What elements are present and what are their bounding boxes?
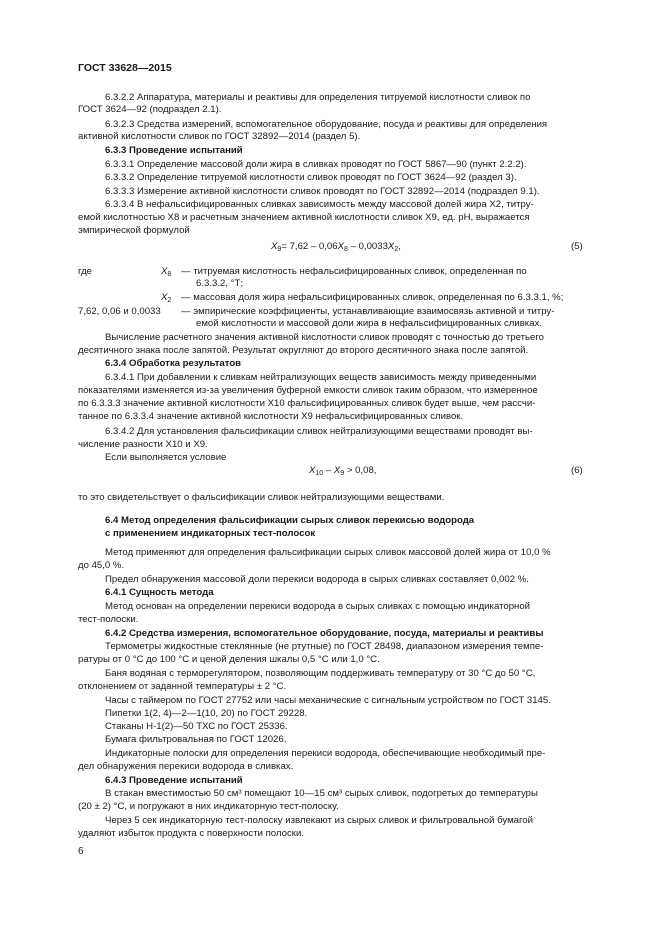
paragraph-line: Термометры жидкостные стеклянные (не ртутные) по ГОСТ 28498, диапазоном измерения темпе- xyxy=(105,641,544,652)
paragraph-line: 6.3.4.1 При добавлении к сливкам нейтрализующих веществ зависимость между приведенными xyxy=(105,372,537,383)
paragraph-line: Вычисление расчетного значения активной кислотности сливок проводят с точностью до третьего xyxy=(105,332,545,343)
paragraph-line: Предел обнаружения массовой доли перекиси водорода в сырых сливках составляет 0,002 %. xyxy=(105,574,529,585)
paragraph-line: числение разности X10 и X9. xyxy=(78,439,208,450)
paragraph-line: емой кислотностью X8 и расчетным значением активной кислотности сливок X9, ед. pH, выражается xyxy=(78,212,530,223)
section-heading: 6.3.3 Проведение испытаний xyxy=(105,145,243,156)
paragraph-line: ратуры от 0 °С до 100 °С и ценой деления шкалы 0,5 °С или 1,0 °С. xyxy=(78,654,380,665)
formula-5-number: (5) xyxy=(571,241,583,252)
paragraph-line: дел обнаружения перекиси водорода в сливках. xyxy=(78,761,294,772)
paragraph-line: Пипетки 1(2, 4)—2—1(10, 20) по ГОСТ 29228. xyxy=(105,708,308,719)
formula-text: > 0,08, xyxy=(344,465,377,476)
formula-sub: 9 xyxy=(340,470,345,477)
definition-line: — эмпирические коэффициенты, устанавливающие взаимосвязь активной и титру- xyxy=(181,306,555,317)
definition-line: — титруемая кислотность нефальсифицированных сливок, определенная по xyxy=(181,266,527,277)
paragraph-line: Бумага фильтровальная по ГОСТ 12026. xyxy=(105,734,287,745)
paragraph-line: активной кислотности сливок по ГОСТ 32892—2014 (раздел 5). xyxy=(78,131,361,142)
paragraph-line: танное по 6.3.3.4 значение активной кислотности X9 нефальсифицированных сливок. xyxy=(78,411,464,422)
paragraph-line: показателями изменяется из-за увеличения буферной емкости сливок таким образом, что измеренное xyxy=(78,385,538,396)
formula-6 xyxy=(309,465,376,477)
formula-var: X xyxy=(271,241,278,252)
paragraph-line: Метод основан на определении перекиси водорода в сырых сливках с помощью индикаторной xyxy=(105,601,531,612)
paragraph-line: Стаканы Н-1(2)—50 ТХС по ГОСТ 25336. xyxy=(105,721,288,732)
formula-text: – 0,0033 xyxy=(347,241,388,252)
section-heading: 6.4.3 Проведение испытаний xyxy=(105,775,243,786)
formula-var: X xyxy=(333,465,341,476)
formula-text: , xyxy=(398,241,401,252)
paragraph-line: эмпирической формулой xyxy=(78,225,190,236)
symbol-x8: $X_8$ xyxy=(161,266,172,278)
paragraph-line: 6.3.3.4 В нефальсифицированных сливках зависимость между массовой долей жира X2, титру- xyxy=(105,199,534,210)
paragraph-line: десятичного знака после запятой. Результат округляют до второго десятичного знака после запятой. xyxy=(78,345,529,356)
paragraph-line: удаляют избыток продукта с поверхности полоски. xyxy=(78,828,304,839)
paragraph-line: 6.3.2.3 Средства измерений, вспомогательное оборудование, посуда и реактивы для определения xyxy=(105,119,548,130)
section-heading: с применением индикаторных тест-полосок xyxy=(105,528,316,539)
formula-sub: 9 xyxy=(277,246,282,253)
paragraph-line: тест-полоски. xyxy=(78,614,139,625)
formula-5 xyxy=(271,241,401,253)
paragraph-line: Если выполняется условие xyxy=(105,452,227,463)
paragraph-line: Часы с таймером по ГОСТ 27752 или часы механические с сигнальным устройством по ГОСТ 3145. xyxy=(105,695,551,706)
paragraph-line: до 45,0 %. xyxy=(78,560,125,571)
paragraph-line: по 6.3.3.3 значение активной кислотности X10 фальсифицированных сливок будет выше, чем рассчи- xyxy=(78,398,536,409)
standard-header: ГОСТ 33628—2015 xyxy=(78,62,172,74)
page-number: 6 xyxy=(78,846,84,857)
formula-var: X xyxy=(309,465,316,476)
paragraph-line: (20 ± 2) °С, и погружают в них индикаторную тест-полоску. xyxy=(78,801,339,812)
formula-var: X xyxy=(387,241,395,252)
section-heading: 6.3.4 Обработка результатов xyxy=(105,358,242,369)
where-label: где xyxy=(78,266,93,277)
paragraph-line: Через 5 сек индикаторную тест-полоску извлекают из сырых сливок и фильтровальной бумагой xyxy=(105,815,534,826)
formula-text: = 7,62 – 0,06 xyxy=(281,241,338,252)
paragraph-line: 6.3.3.1 Определение массовой доли жира в сливках проводят по ГОСТ 5867—90 (пункт 2.2.2). xyxy=(105,159,527,170)
symbol-coefficients: 7,62, 0,06 и 0,0033 xyxy=(78,306,161,317)
definition-line: емой кислотности и массовой доли жира в нефальсифицированных сливках. xyxy=(196,318,543,329)
paragraph-line: Индикаторные полоски для определения перекиси водорода, обеспечивающие необходимый пре- xyxy=(105,748,546,759)
formula-sub: 10 xyxy=(315,470,324,477)
formula-var: X xyxy=(337,241,344,252)
paragraph-line: 6.3.4.2 Для установления фальсификации сливок нейтрализующими веществами проводят вы- xyxy=(105,426,533,437)
section-heading: 6.4 Метод определения фальсификации сырых сливок перекисью водорода xyxy=(105,515,475,526)
paragraph-line: отклонением от заданной температуры ± 2 °С. xyxy=(78,681,287,692)
symbol-x2: $X_2$ xyxy=(161,292,172,304)
section-heading: 6.4.2 Средства измерения, вспомогательное оборудование, посуда, материалы и реактивы xyxy=(105,628,544,639)
paragraph-line: то это свидетельствует о фальсификации сливок нейтрализующими веществами. xyxy=(78,492,445,503)
paragraph-line: В стакан вместимостью 50 см³ помещают 10—15 см³ сырых сливок, подогретых до температуры xyxy=(105,788,538,799)
paragraph-line: ГОСТ 3624—92 (подраздел 2.1). xyxy=(78,104,222,115)
formula-sub: 8 xyxy=(344,246,348,253)
definition-line: — массовая доля жира нефальсифицированных сливок, определенная по 6.3.3.1, %; xyxy=(181,292,564,303)
formula-sub: 2 xyxy=(394,246,399,253)
definition-line: 6.3.3.2, °Т; xyxy=(196,278,244,289)
formula-6-number: (6) xyxy=(571,465,583,476)
paragraph-line: 6.3.3.2 Определение титруемой кислотности сливок проводят по ГОСТ 3624—92 (раздел 3). xyxy=(105,172,517,183)
paragraph-line: 6.3.3.3 Измерение активной кислотности сливок проводят по ГОСТ 32892—2014 (подраздел 9.1). xyxy=(105,186,540,197)
paragraph-line: 6.3.2.2 Аппаратура, материалы и реактивы для определения титруемой кислотности сливок по xyxy=(105,92,531,103)
section-heading: 6.4.1 Сущность метода xyxy=(105,587,214,598)
paragraph-line: Баня водяная с терморегулятором, позволяющим поддерживать температуру от 30 °С до 50 °С, xyxy=(105,668,536,679)
formula-text: – xyxy=(323,465,334,476)
paragraph-line: Метод применяют для определения фальсификации сырых сливок массовой долей жира от 10,0 % xyxy=(105,547,551,558)
